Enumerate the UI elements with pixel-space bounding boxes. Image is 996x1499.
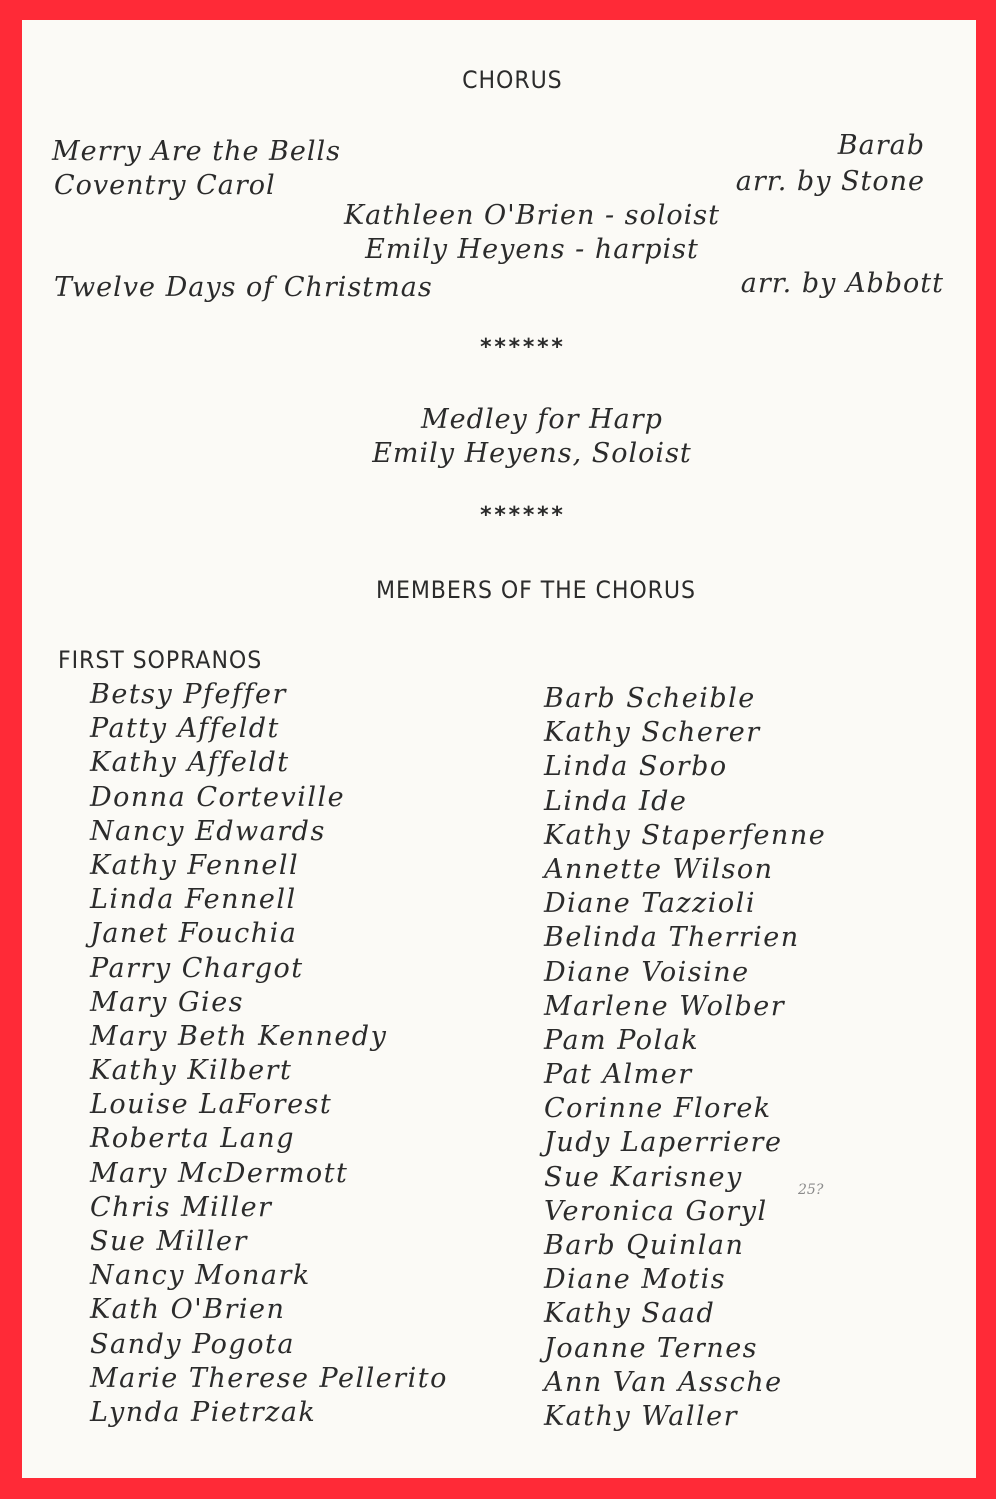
separator: ****** <box>479 503 565 528</box>
piece-title: Twelve Days of Christmas <box>54 272 433 303</box>
piece-title: Merry Are the Bells <box>52 136 341 167</box>
member-name: Mary McDermott <box>90 1157 349 1189</box>
member-name: Barb Scheible <box>544 683 756 714</box>
member-name: Barb Quinlan <box>544 1230 745 1261</box>
member-name: Parry Chargot <box>90 952 304 984</box>
member-name: Kath O'Brien <box>90 1294 286 1326</box>
medley-title: Medley for Harp <box>421 404 663 435</box>
member-name: Louise LaForest <box>90 1089 333 1121</box>
member-name: Linda Ide <box>544 785 688 817</box>
members-heading: MEMBERS OF THE CHORUS <box>376 576 696 604</box>
member-name: Kathy Affeldt <box>90 747 290 779</box>
member-name: Joanne Ternes <box>544 1332 759 1364</box>
member-name: Lynda Pietrzak <box>90 1396 317 1428</box>
member-name: Diane Motis <box>544 1264 727 1296</box>
member-name: Patty Affeldt <box>90 713 280 745</box>
soloist-credit: Kathleen O'Brien - soloist <box>343 200 720 231</box>
member-name: Roberta Lang <box>90 1123 295 1155</box>
handwritten-margin-note: 25? <box>798 1182 824 1198</box>
left-member-list <box>90 678 448 1430</box>
member-name: Annette Wilson <box>544 853 774 885</box>
member-name: Janet Fouchia <box>90 918 298 950</box>
member-name: Kathy Staperfenne <box>544 819 827 851</box>
member-name: Kathy Fennell <box>90 849 300 881</box>
member-name: Sue Miller <box>90 1226 248 1257</box>
member-name: Belinda Therrien <box>544 922 800 954</box>
member-name: Pam Polak <box>544 1024 700 1056</box>
member-name: Donna Corteville <box>90 781 346 813</box>
member-name: Marie Therese Pellerito <box>90 1362 448 1394</box>
member-name: Betsy Pfeffer <box>90 679 287 710</box>
separator: ****** <box>479 335 565 360</box>
member-name: Marlene Wolber <box>544 990 786 1022</box>
harpist-credit: Emily Heyens - harpist <box>365 234 699 265</box>
piece-composer: arr. by Abbott <box>740 268 944 299</box>
medley-performer: Emily Heyens, Soloist <box>372 438 692 469</box>
piece-composer: Barab <box>837 130 925 161</box>
member-name: Sandy Pogota <box>90 1328 295 1360</box>
member-name: Diane Voisine <box>544 956 750 988</box>
member-name: Mary Gies <box>90 986 245 1018</box>
piece-composer: arr. by Stone <box>735 166 925 197</box>
member-name: Linda Fennell <box>90 884 297 916</box>
piece-title: Coventry Carol <box>54 170 276 201</box>
chorus-heading: CHORUS <box>462 66 563 94</box>
program-page <box>22 20 976 1478</box>
right-member-list <box>544 682 826 1434</box>
member-name: Pat Almer <box>544 1059 693 1091</box>
member-name: Sue Karisney <box>544 1161 743 1193</box>
member-name: Kathy Kilbert <box>90 1055 293 1087</box>
member-name: Corinne Florek <box>544 1093 772 1125</box>
member-name: Nancy Monark <box>90 1260 311 1292</box>
member-name: Linda Sorbo <box>544 751 728 783</box>
member-name: Ann Van Assche <box>544 1366 783 1398</box>
member-name: Diane Tazzioli <box>544 888 756 920</box>
member-name: Nancy Edwards <box>90 815 326 847</box>
member-name: Kathy Waller <box>544 1400 739 1432</box>
member-name: Veronica Goryl <box>544 1195 768 1227</box>
member-name: Mary Beth Kennedy <box>90 1020 388 1052</box>
member-name: Judy Laperriere <box>544 1127 783 1159</box>
section-label: FIRST SOPRANOS <box>58 646 263 674</box>
member-name: Kathy Saad <box>544 1298 716 1330</box>
member-name: Chris Miller <box>90 1191 273 1223</box>
member-name: Kathy Scherer <box>544 717 761 749</box>
